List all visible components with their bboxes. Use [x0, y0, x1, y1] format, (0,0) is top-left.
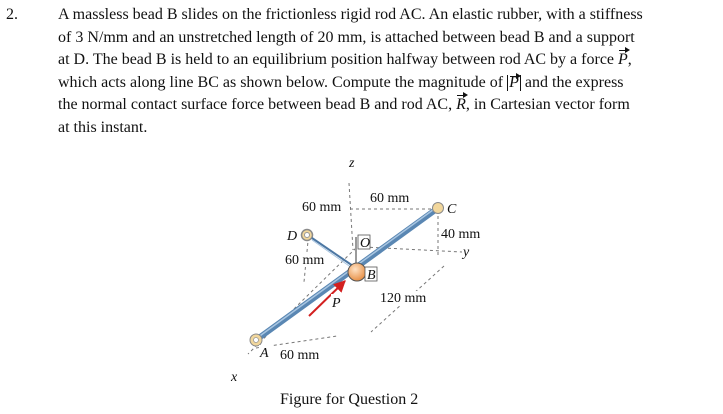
question-line-3-end: , — [627, 51, 632, 68]
question-line-3-text: at D. The bead B is held to an equilibrium position halfway between rod AC by a force — [58, 51, 619, 68]
dim-top-right-label: 60 mm — [370, 191, 410, 206]
force-r-symbol: R — [456, 94, 466, 117]
dim-right-label: 40 mm — [441, 227, 481, 242]
question-line-5-text: the normal contact surface force between bead B and rod AC, — [58, 96, 457, 113]
force-p-label: P — [332, 296, 341, 311]
dim-rod-label: 120 mm — [380, 291, 427, 306]
point-d-label: D — [287, 229, 298, 244]
question-line-2: of 3 N/mm and an unstretched length of 20 mm, is attached between bead B and a support — [58, 28, 635, 46]
point-c-label: C — [447, 202, 457, 217]
x-axis-label: x — [231, 370, 238, 385]
rod-ac-highlight — [257, 207, 437, 338]
support-d-inner — [305, 233, 310, 238]
force-p-symbol: P — [618, 49, 628, 72]
bead-b — [348, 263, 366, 281]
z-axis — [349, 183, 353, 250]
force-p-symbol-abs: P — [509, 73, 519, 91]
question-line-4-end: and the express — [520, 73, 624, 91]
question-line-6: at this instant. — [58, 118, 148, 136]
support-c — [433, 203, 444, 214]
dim-top-left-label: 60 mm — [302, 200, 342, 215]
question-line-4-text: which acts along line BC as shown below. Compute the magnitude of — [58, 73, 508, 91]
bead-b-label: B — [367, 268, 376, 283]
point-a-label: A — [260, 346, 269, 361]
y-axis-label: y — [463, 245, 470, 260]
origin-label: O — [360, 236, 371, 251]
z-axis-label: z — [349, 156, 355, 171]
dim-bottom-label: 60 mm — [280, 348, 320, 363]
question-line-5-end: , in Cartesian vector form — [465, 96, 630, 113]
figure-caption: Figure for Question 2 — [280, 391, 419, 408]
support-a-inner — [254, 338, 259, 343]
dim-left-label: 60 mm — [285, 253, 325, 268]
question-number: 2. — [6, 6, 18, 23]
question-line-1: A massless bead B slides on the frictionless rigid rod AC. An elastic rubber, with a stiffness — [58, 6, 643, 23]
rod-ac — [256, 208, 438, 340]
